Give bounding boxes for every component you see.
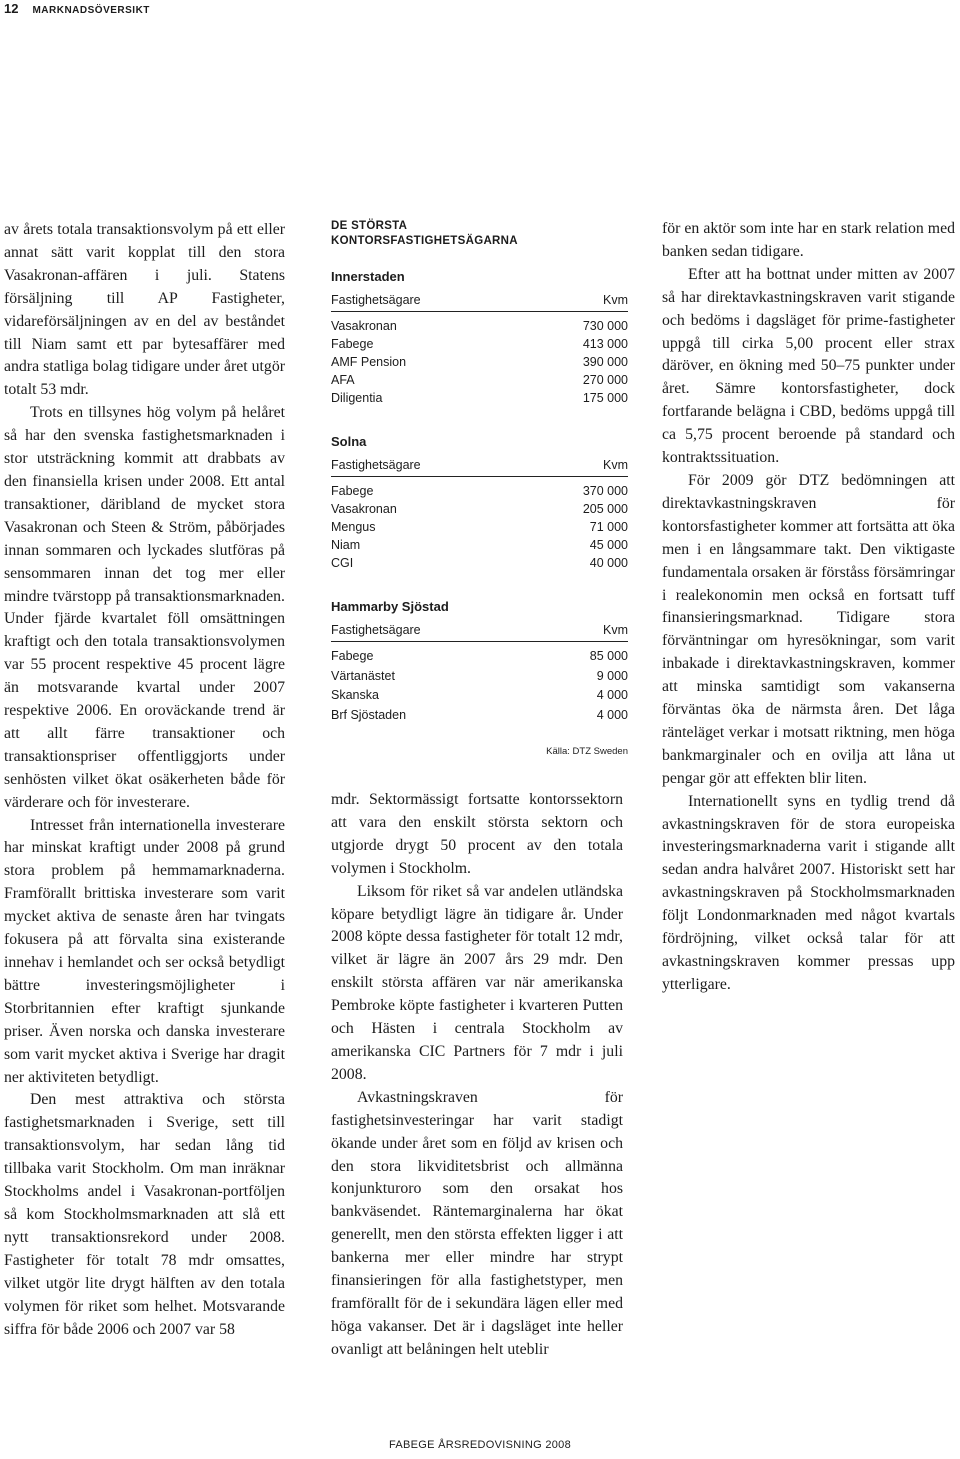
table-group-hammarby-sjostad [331,599,628,725]
largest-office-owners-table [331,219,628,757]
column-header-owner: Fastighetsägare [331,293,421,307]
table-row: CGI 40 000 [331,556,628,570]
paragraph: Avkastningskraven för fastighetsinvesteringar har varit stadigt ökande under året som en följd av krisen och den stora likviditetsbrist och allmänna konjunkturoro som den orsakat hos bankväsendet. Räntemarginalerna har ökat generellt, men den största effekten ligger i att bankerna mer eller mindre har strypt finansieringen för alla fastighetstyper, men framförallt för de i sekundära lägen eller med höga vakanser. Det är i dagsläget inte heller ovanligt att belåningen helt uteblir [331,1088,623,1358]
paragraph: mdr. Sektormässigt fortsatte kontorssektorn att vara den enskilt största sektorn och utgjorde drygt 50 procent av den totala volymen i Stockholm. [331,791,623,877]
table-row: Skanska 4 000 [331,688,628,702]
paragraph: För 2009 gör DTZ bedömningen att direktavkastningskraven för kontorsfastigheter kommer att fortsätta att öka men i en långsammare takt. Den viktigaste fundamentala orsaken är förståss försämringar i realekonomin men också en fortsatt tuff finansieringsmarknad. Tidigare stora förväntningar om hyresökningar, som varit inbakade i direktavkastningskraven, kommer att minska samtidigt som vakanserna förväntas öka de närmsta åren. Det låga ränteläget verkar i motsatt riktning, men höga bankmarginaler och en ovilja att låna ut pengar gör att effekten blir liten. [662,471,956,787]
table-row: AMF Pension 390 000 [331,355,628,369]
table-row: Diligentia 175 000 [331,391,628,405]
paragraph: Den mest attraktiva och största fastighetsmarknaden i Sverige, sett till transaktionsvolym, har sedan lång tid tillbaka varit Stockholm. Om man inräknar Stockholms andel i Vasakronan-portföljen så kom Stockholmsmarknaden att slå ett nytt transaktionsrekord under 2008. Fastigheter för totalt 78 mdr omsattes, vilket utgör lite drygt hälften av den totala volymen för riket som helhet. Motsvarande siffra för både 2006 och 2007 var 58 [4,1091,285,1338]
table-row: Vasakronan 205 000 [331,502,628,516]
table-row: Värtanästet 9 000 [331,668,628,683]
group-title: Hammarby Sjöstad [331,599,449,614]
table-row: Brf Sjöstaden 4 000 [331,707,628,722]
middle-text-column [331,789,623,1362]
page-footer: FABEGE ÅRSREDOVISNING 2008 [388,1439,572,1451]
table-row: Fabege 370 000 [331,484,628,498]
paragraph: Internationellt syns en tydlig trend då avkastningskraven för de stora europeiska investeringsmarknaderna varit i stigande allt sedan andra halvåret 2007. Historiskt sett har avkastningskraven på Stockholmsmarknaden följt Londonmarknaden med något kvartals fördröjning, vilket också talar för att avkastningskraven kommer pressas upp ytterligare. [662,792,955,993]
paragraph: av årets totala transaktionsvolym på ett eller annat sätt varit kopplat till den stora Vasakronan-affären i juli. Statens försäljning till AP Fastigheter, vidareförsäljningen av en del av beståndet till Niam samt ett par bytesaffärer med andra statliga bolag tidigare under året utgör totalt 53 mdr. [4,221,285,399]
paragraph: Intresset från internationella investerare har minskat kraftigt under 2008 på grund stora problem på hemmamarknaderna. Framförallt brittiska investerare som varit mycket aktiva de senaste åren har tvingats fokusera på att förvalta sina existerande innehav i hemlandet och ser också betydligt bättre investeringsmöjligheter i Storbritannien efter kraftigt sjunkande priser. Även norska och danska investerare som varit mycket aktiva i Sverige har dragit ner aktiviteten betydligt. [4,816,285,1086]
table-group-solna [331,434,628,572]
table-header-row [331,293,628,312]
column-header-kvm: Kvm [603,293,628,307]
group-title: Innerstaden [331,269,405,284]
column-header-kvm: Kvm [603,623,628,637]
table-source: Källa: DTZ Sweden [546,746,628,757]
table-row: Mengus 71 000 [331,520,628,534]
table-header-row [331,623,628,642]
table-row: Fabege 413 000 [331,337,628,351]
table-row: Niam 45 000 [331,538,628,552]
section-label: MARKNADSÖVERSIKT [32,5,150,16]
paragraph: Efter att ha bottnat under mitten av 2007 så har direktavkastningskraven varit stigande och bedöms i dagsläget för prime-fastigheter uppgå till cirka 5,00 procent eller strax däröver, en ökning med 50–75 punkter under året. Sämre kontorsfastigheter, dock fortfarande belägna i CBD, bedöms uppgå till ca 5,75 procent beroende på standard och kontraktssituation. [662,265,955,467]
page-number: 12 [4,1,19,16]
table-group-innerstaden [331,269,628,407]
column-header-owner: Fastighetsägare [331,458,421,472]
column-header-owner: Fastighetsägare [331,623,421,637]
group-title: Solna [331,434,367,449]
table-row: Vasakronan 730 000 [331,319,628,333]
paragraph: Trots en tillsynes hög volym på helåret så har den svenska fastighetsmarknaden i stor utsträckning kommit att drabbats av den finansiella krisen under 2008. Ett antal transaktioner, däribland de mycket stora Vasakronan och Steen & Ström, påbörjades innan sommaren och lyckades slutföras på sensommaren innan det tog mer eller mindre tvärstopp på transaktionsmarknaden. Under fjärde kvartalet föll omsättningen kraftigt och den totala transaktionsvolymen var 55 procent respektive 45 procent lägre än motsvarande kvartal under 2007 respektive 2006. En oroväckande trend är att allt färre transaktioner och transaktionspriser offentliggjorts under senhösten vilket ökat osäkerheten både för värderare och för investerare. [4,404,285,811]
paragraph: Liksom för riket så var andelen utländska köpare betydligt lägre än tidigare år. Under 2008 köpte dessa fastigheter för totalt 12 mdr, vilket är lägre än 2007 års 29 mdr. Den enskilt största affären var när amerikanska Pembroke köpte fastigheter i kvarteren Putten och Hästen i centrala Stockholm av amerikanska CIC Partners för 7 mdr i juli 2008. [331,882,623,1083]
column-header-kvm: Kvm [603,458,628,472]
table-title: DE STÖRSTA KONTORSFASTIGHETSÄGARNA [331,220,518,247]
table-row: Fabege 85 000 [331,649,628,663]
page-header [4,0,150,18]
paragraph: för en aktör som inte har en stark relation med banken sedan tidigare. [662,220,955,260]
table-row: AFA 270 000 [331,373,628,387]
right-text-column [662,218,955,997]
table-header-row [331,458,628,477]
left-text-column [4,219,285,1341]
